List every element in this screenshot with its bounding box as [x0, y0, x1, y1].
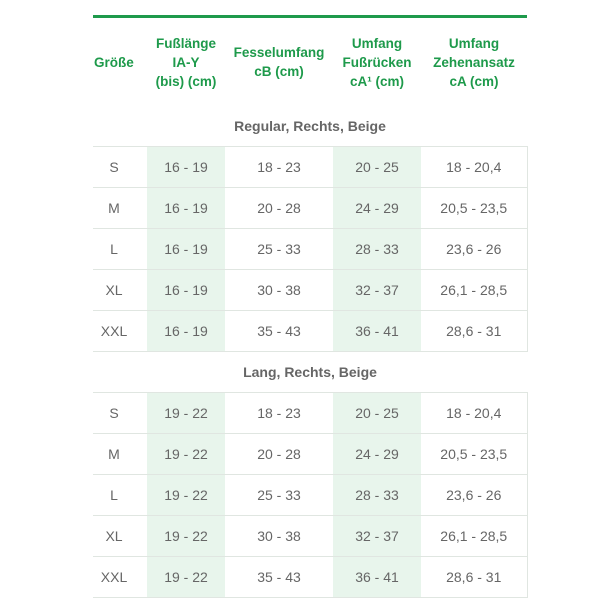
- cell-size: L: [93, 475, 147, 516]
- group-title-row: [93, 352, 527, 393]
- table-row: [93, 516, 527, 557]
- cell-instep: 36 - 41: [333, 311, 421, 352]
- group-title-row: [93, 106, 527, 147]
- cell-toe: 23,6 - 26: [421, 475, 527, 516]
- table-row: [93, 557, 527, 598]
- group-title: Lang, Rechts, Beige: [93, 352, 527, 393]
- cell-size: XXL: [93, 557, 147, 598]
- cell-foot-length: 19 - 22: [147, 393, 225, 434]
- table-row: [93, 229, 527, 270]
- cell-instep: 32 - 37: [333, 516, 421, 557]
- table-row: [93, 270, 527, 311]
- cell-instep: 32 - 37: [333, 270, 421, 311]
- cell-toe: 28,6 - 31: [421, 311, 527, 352]
- table-row: [93, 311, 527, 352]
- size-table: [93, 18, 528, 598]
- cell-ankle: 30 - 38: [225, 270, 333, 311]
- cell-toe: 26,1 - 28,5: [421, 270, 527, 311]
- cell-ankle: 18 - 23: [225, 393, 333, 434]
- header-foot-length: Fußlänge IA-Y (bis) (cm): [155, 35, 217, 89]
- group-lang: [93, 352, 527, 598]
- cell-ankle: 20 - 28: [225, 434, 333, 475]
- header-row: [93, 18, 527, 106]
- table-row: [93, 147, 527, 188]
- cell-toe: 20,5 - 23,5: [421, 434, 527, 475]
- cell-instep: 24 - 29: [333, 434, 421, 475]
- size-chart: [93, 15, 527, 598]
- cell-instep: 28 - 33: [333, 229, 421, 270]
- cell-toe: 18 - 20,4: [421, 393, 527, 434]
- group-title: Regular, Rechts, Beige: [93, 106, 527, 147]
- cell-ankle: 25 - 33: [225, 475, 333, 516]
- cell-foot-length: 16 - 19: [147, 311, 225, 352]
- cell-size: L: [93, 229, 147, 270]
- header-ankle-circumference: Fesselumfang cB (cm): [233, 45, 325, 79]
- header-toe-circumference: Umfang Zehenansatz cA (cm): [433, 35, 515, 89]
- cell-foot-length: 16 - 19: [147, 188, 225, 229]
- table-row: [93, 434, 527, 475]
- cell-size: M: [93, 188, 147, 229]
- cell-instep: 20 - 25: [333, 147, 421, 188]
- cell-foot-length: 16 - 19: [147, 270, 225, 311]
- cell-size: S: [93, 393, 147, 434]
- cell-foot-length: 19 - 22: [147, 434, 225, 475]
- cell-size: XL: [93, 270, 147, 311]
- cell-ankle: 35 - 43: [225, 557, 333, 598]
- header-size: Größe: [94, 54, 134, 70]
- cell-ankle: 25 - 33: [225, 229, 333, 270]
- group-regular: [93, 106, 527, 352]
- cell-toe: 23,6 - 26: [421, 229, 527, 270]
- cell-toe: 20,5 - 23,5: [421, 188, 527, 229]
- cell-foot-length: 19 - 22: [147, 516, 225, 557]
- table-row: [93, 393, 527, 434]
- cell-foot-length: 16 - 19: [147, 229, 225, 270]
- cell-size: XL: [93, 516, 147, 557]
- table-row: [93, 188, 527, 229]
- cell-ankle: 35 - 43: [225, 311, 333, 352]
- cell-toe: 26,1 - 28,5: [421, 516, 527, 557]
- cell-size: M: [93, 434, 147, 475]
- cell-instep: 24 - 29: [333, 188, 421, 229]
- cell-ankle: 20 - 28: [225, 188, 333, 229]
- cell-foot-length: 16 - 19: [147, 147, 225, 188]
- header-instep-circumference: Umfang Fußrücken cA¹ (cm): [342, 35, 412, 89]
- cell-instep: 36 - 41: [333, 557, 421, 598]
- cell-toe: 28,6 - 31: [421, 557, 527, 598]
- cell-foot-length: 19 - 22: [147, 475, 225, 516]
- cell-instep: 20 - 25: [333, 393, 421, 434]
- cell-ankle: 18 - 23: [225, 147, 333, 188]
- table-row: [93, 475, 527, 516]
- cell-size: XXL: [93, 311, 147, 352]
- cell-ankle: 30 - 38: [225, 516, 333, 557]
- cell-size: S: [93, 147, 147, 188]
- cell-instep: 28 - 33: [333, 475, 421, 516]
- cell-toe: 18 - 20,4: [421, 147, 527, 188]
- cell-foot-length: 19 - 22: [147, 557, 225, 598]
